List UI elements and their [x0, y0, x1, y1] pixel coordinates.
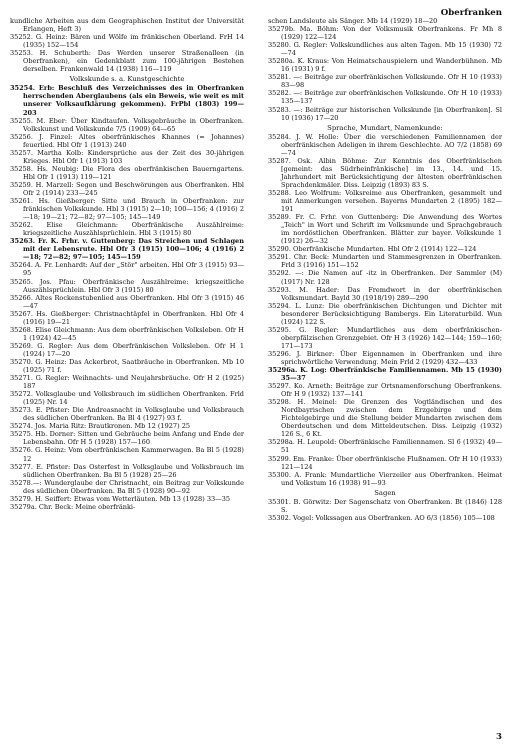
- bibliography-entry: 35291. Chr. Beck: Mundarten und Stammesgrenzen in Oberfranken. Frld 3 (1916) 151—152: [268, 253, 502, 270]
- bibliography-entry: 35293. M. Hader: Das Fremdwort in der oberfränkischen Volksmundart. Bayld 30 (1918/19) 289—290: [268, 285, 502, 302]
- bibliography-entry: 35253. H. Schuberth: Das Werden unserer Straßenalleen (in Oberfranken), ein Gedenkblatt zum 100-jährigen Bestehen derselben. Frankenwald 14 (1938) 116—119: [10, 49, 244, 74]
- bibliography-entry: 35269. G. Regler: Aus dem Oberfränkischen Volksleben. Ofr H 1 (1924) 17—20: [10, 341, 244, 358]
- bibliography-entry: 35272. Volksglaube und Volksbrauch im südlichen Oberfranken. Frld (1925) Nr. 14: [10, 390, 244, 407]
- bibliography-entry: 35299. Em. Franke: Über oberfränkische Flußnamen. Ofr H 10 (1933) 121—124: [268, 454, 502, 471]
- bibliography-entry: 35254. Erb: Beschluß des Verzeichnisses des in Oberfranken herrschenden Aberglaubens (als ein Beweis, wie weit es mit unserer Volksaufklärung gekommen). FrPbl (1803) 199—203: [10, 84, 244, 117]
- bibliography-entry: 35273. E. Pfister: Die Andreasnacht in Volksglaube und Volksbrauch des südlichen Oberfranken. Ba Bl 4 (1927) 93 f.: [10, 406, 244, 423]
- bibliography-entry: 35279a. Chr. Beck: Meine oberfränki-: [10, 502, 136, 511]
- bibliography-entry: 35270. G. Heinz: Das Ackerbrot, Saatbräuche in Oberfranken. Mb 10 (1925) 71 f.: [10, 357, 244, 375]
- right-column: [268, 17, 502, 522]
- bibliography-entry: 35262. Elise Gleichmann: Oberfränkische Auszählreime: kriegszeitliche Auszählsprüchlein. Hbl 3 (1915) 80: [10, 221, 244, 238]
- bibliography-entry: 35259. H. Marzell: Segen und Beschwörungen aus Oberfranken. Hbl Ofr 2 (1914) 233—245: [10, 180, 244, 197]
- bibliography-entry: 35252. G. Heinz: Bären und Wölfe im fränkischen Oberland. FrH 14 (1935) 152—154: [10, 33, 244, 50]
- bibliography-entry: 35256. J. Finzel: Altes oberfränkisches Khannes (= Johannes) feuerlied. Hbl Ofr 1 (1913) 240: [10, 132, 244, 149]
- bibliography-entry: 35281. —: Beiträge zur oberfränkischen Volkskunde. Ofr H 10 (1933) 83—98: [268, 73, 502, 90]
- bibliography-entry: 35266. Altes Rockenstubenlied aus Oberfranken. Hbl Ofr 3 (1915) 46—47: [10, 293, 244, 310]
- bibliography-entry: 35263. Fr. K. Frhr. v. Guttenberg: Das Streichen und Schlagen mit der Lebensrute. Hbl Ofr 3 (1915) 100—106; 4 (1916) 2—18; 72—82; 97—105; 145—159: [10, 237, 244, 262]
- bibliography-entry: 35257. Martha Kolb: Kindersprüche aus der Zeit des 30-jährigen Krieges. Hbl Ofr 1 (1913) 103: [10, 148, 244, 165]
- bibliography-entry: 35298a. H. Leupold: Oberfränkische Familiennamen. Sl 6 (1932) 49—51: [268, 438, 502, 455]
- bibliography-entry: 35279b. Ma. Böhm: Von der Volksmusik Oberfrankens. Fr Mh 8 (1929) 122—124: [268, 25, 502, 42]
- section-heading: Volkskunde s. a. Kunstgeschichte: [69, 75, 185, 84]
- bibliography-entry: 35280a. K. Kraus: Von Heimatschauspielern und Wanderbühnen. Mb 16 (1931) 9 f.: [268, 57, 502, 74]
- left-column: [10, 17, 244, 511]
- bibliography-entry: 35264. A. Fr. Lenhardt: Auf der „Stör" arbeiten. Hbl Ofr 3 (1915) 93—95: [10, 261, 244, 278]
- bibliography-entry: 35278.—: Wunderglaube der Christnacht, ein Beitrag zur Volkskunde des südlichen Oberfranken. Ba Bl 5 (1928) 90—92: [10, 478, 244, 495]
- bibliography-entry: 35267. Hs. Gießberger: Christnachtäpfel in Oberfranken. Hbl Ofr 4 (1916) 19—21: [10, 309, 244, 326]
- bibliography-entry: 35297. Ko. Arneth: Beiträge zur Ortsnamenforschung Oberfrankens. Ofr H 9 (1932) 137—141: [268, 382, 502, 399]
- bibliography-entry: 35296a. K. Log: Oberfränkische Familiennamen. Mb 15 (1930) 35—37: [268, 366, 502, 383]
- bibliography-entry: 35274. Jos. Maria Ritz: Brautkronen. Mb 12 (1927) 25: [10, 422, 191, 431]
- bibliography-entry: 35294. L. Lunz: Die oberfränkischen Dichtungen und Dichter mit besonderer Berücksichtigung Bambergs. Ein Literaturbild. Wun (1924) 122 S.: [268, 301, 502, 326]
- bibliography-entry: 35296. J. Birkner: Über Eigennamen in Oberfranken und ihre sprichwörtliche Verwendung. Mein Frld 2 (1929) 432—433: [268, 349, 502, 366]
- bibliography-entry: 35288. Leo Wolfrum: Volksreime aus Oberfranken, gesammelt und mit Anmerkungen versehen. Bayerns Mundarten 2 (1895) 182—191: [268, 188, 502, 214]
- bibliography-entry: 35275. Hb. Dorner: Sitten und Gebräuche beim Anfang und Ende der Lebensbahn. Ofr H 5 (1928) 157—160: [10, 430, 244, 447]
- section-heading: Sagen: [374, 488, 396, 497]
- bibliography-entry: 35287. Osk. Albin Böhme: Zur Kenntnis des Oberfränkischen [gemeint: das Südrheinfränkische] im 13., 14. und 15. Jahrhundert mit Berücksichtigung der ältesten oberfränkischen Sprachdenkmäler. Diss. Leipzig (1893) 83 S.: [268, 156, 502, 189]
- section-heading: Sprache, Mundart, Namenkunde:: [327, 123, 443, 132]
- bibliography-entry: 35301. B. Görwitz: Der Sagenschatz von Oberfranken. Bt (1846) 128 S.: [268, 497, 502, 514]
- bibliography-entry: 35290. Oberfränkische Mundarten. Hbl Ofr 2 (1914) 122—124: [268, 245, 477, 254]
- bibliography-entry: 35265. Jos. Pfau: Oberfränkische Auszählreime: kriegszeitliche Auszählsprüchlein. Hbl Ofr 3 (1915) 80: [10, 277, 244, 294]
- bibliography-entry: kundliche Arbeiten aus dem Geographischen Institut der Universität Erlangen, Heft 3): [10, 17, 244, 34]
- bibliography-entry: schen Landsleute als Sänger. Mb 14 (1929) 18—20: [268, 17, 438, 25]
- bibliography-entry: 35289. Fr. C. Frhr. von Guttenberg: Die Anwendung des Wortes „Teich" in Wort und Schrift im Volksmunde und Sprachgebrauch im nordöstlichen Oberfranken. Blätter zur bayer. Volkskunde 1 (1912) 26—32: [268, 213, 502, 246]
- bibliography-entry: 35276. G. Heinz: Vom oberfränkischen Kammerwagen. Ba Bl 5 (1928) 12: [10, 446, 244, 463]
- running-head: Oberfranken: [440, 8, 502, 18]
- bibliography-entry: 35292. —: Die Namen auf -itz in Oberfranken. Der Sammler (M) (1917) Nr. 128: [268, 269, 502, 286]
- bibliography-entry: 35298. H. Meinel: Die Grenzen des Vogtländischen und des Nordbayrischen zwischen dem Erzgebirge und dem Fichtelgebirge und die Stellung beider Mundarten zwischen dem Oberdeutschen und dem Mitteldeutschen. Diss. Leipzig (1932) 126 S., 6 Kt.: [268, 398, 502, 439]
- bibliography-entry: 35300. A. Frank: Mundartliche Vierzeiler aus Oberfranken. Heimat und Volkstum 16 (1938) 91—93: [268, 470, 502, 487]
- bibliography-entry: 35277. E. Pfister: Das Osterfest in Volksglaube und Volksbrauch im südlichen Oberfranken. Ba Bl 5 (1928) 25—26: [10, 462, 244, 479]
- bibliography-entry: 35280. G. Regler: Volkskundliches aus alten Tagen. Mb 15 (1930) 72—74: [268, 41, 502, 58]
- page-number: 3: [496, 732, 502, 742]
- bibliography-entry: 35279. H. Seiffert: Etwas vom Wetterläuten. Mb 13 (1928) 33—35: [10, 494, 231, 503]
- bibliography-entry: 35295. G. Regler: Mundartliches aus dem oberfränkischen-oberpfälzischen Grenzgebiet. Ofr H 3 (1926) 142—144; 159—160; 171—173: [268, 325, 502, 350]
- bibliography-entry: 35258. Hs. Neubig: Die Flora des oberfränkischen Bauerngartens. Hbl Ofr 1 (1913) 119—121: [10, 164, 244, 181]
- bibliography-entry: 35268. Elise Gleichmann: Aus dem oberfränkischen Volksleben. Ofr H 1 (1924) 42—45: [10, 325, 244, 342]
- bibliography-entry: 35255. M. Eber: Über Kindtaufen. Volksgebräuche in Oberfranken. Volkskunst und Volkskunde 7/5 (1909) 64—65: [10, 116, 244, 133]
- bibliography-entry: 35283. —: Beiträge zur historischen Volkskunde [in Oberfranken]. Sl 10 (1936) 17—20: [268, 105, 502, 122]
- bibliography-entry: 35261. Hs. Gießberger: Sitte und Brauch in Oberfranken: zur fränkischen Volkskunde. Hbl 3 (1915) 2—10; 100—156; 4 (1916) 2—18; 19—21; 72—82; 97—105; 145—149: [10, 197, 244, 222]
- bibliography-entry: 35282. —: Beiträge zur oberfränkischen Volkskunde. Ofr H 10 (1933) 135—137: [268, 89, 502, 106]
- bibliography-entry: 35271. G. Regler: Weihnachts- und Neujahrsbräuche. Ofr H 2 (1925) 187: [10, 374, 244, 391]
- bibliography-entry: 35302. Vogel: Volkssagen aus Oberfranken. AO 6/3 (1856) 105—108: [268, 513, 495, 522]
- bibliography-entry: 35284. J. W. Holle: Über die verschiedenen Familiennamen der oberfränkischen Adeligen in ihrem Geschlechte. AO 7/2 (1858) 69—74: [268, 132, 502, 157]
